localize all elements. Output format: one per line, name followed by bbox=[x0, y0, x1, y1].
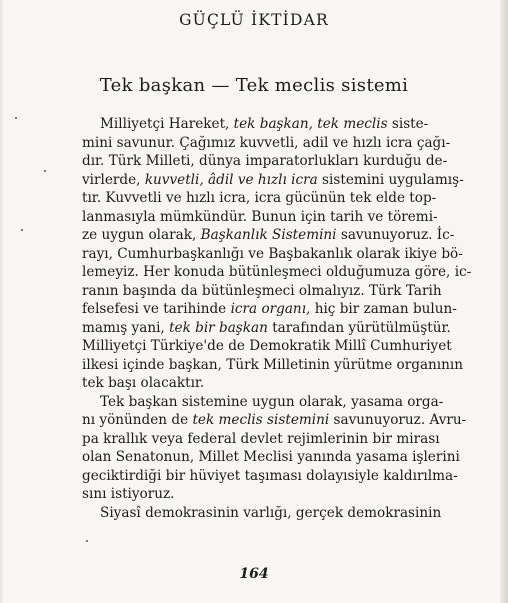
text-line: tek başı olacaktır. bbox=[82, 375, 205, 391]
text-line bbox=[82, 319, 494, 338]
page-number: 164 bbox=[239, 566, 269, 582]
page-right-edge bbox=[500, 0, 508, 603]
text-line bbox=[82, 226, 494, 245]
italic-phrase: tek başkan, tek meclis bbox=[233, 116, 388, 132]
text-line bbox=[82, 300, 494, 319]
text-line: Tek başkan sistemine uygun olarak, yasama orga- bbox=[100, 393, 444, 410]
text-run: virlerde, bbox=[82, 171, 145, 188]
text-line: sını istiyoruz. bbox=[82, 486, 175, 502]
text-line: lemeyiz. Her konuda bütünleşmeci olduğumuza göre, ic- bbox=[82, 264, 472, 280]
body-text bbox=[82, 115, 494, 522]
text-run: ze uygun olarak, bbox=[82, 227, 201, 243]
text-run: siste- bbox=[387, 116, 429, 132]
text-run: tarafından yürütülmüştür. bbox=[267, 319, 451, 336]
text-line: pa krallık veya federal devlet rejimlerinin bir mirası bbox=[82, 430, 440, 447]
italic-phrase: tek bir başkan bbox=[169, 319, 268, 336]
text-line: tır. Kuvvetli ve hızlı icra, icra gücünün tek elde top- bbox=[82, 190, 437, 206]
text-run: felsefesi ve tarihinde bbox=[82, 301, 231, 317]
text-line bbox=[82, 411, 494, 430]
text-line: geciktirdiği bir hüviyet taşıması dolayısiyle kaldırılma- bbox=[82, 467, 458, 484]
text-line: mini savunur. Çağımız kuvvetli, adil ve hızlı icra çağı- bbox=[82, 134, 451, 151]
text-line: olan Senatonun, Millet Meclisi yanında yasama işlerini bbox=[82, 449, 460, 465]
scan-speck bbox=[86, 540, 88, 542]
scan-speck bbox=[21, 229, 23, 231]
italic-phrase: kuvvetli, âdil ve hızlı icra bbox=[144, 171, 318, 188]
text-line: Siyasî demokrasinin varlığı, gerçek demokrasinin bbox=[100, 504, 442, 521]
text-run: hiç bir zaman bulun- bbox=[310, 301, 457, 317]
text-run: sistemini uygulamış- bbox=[317, 171, 464, 188]
text-line: rayı, Cumhurbaşkanlığı ve Başbakanlık olarak ikiye bö- bbox=[82, 245, 463, 262]
text-line: ranın başında da bütünleşmeci olmalıyız. Türk Tarih bbox=[82, 282, 442, 299]
section-heading: Tek başkan — Tek meclis sistemi bbox=[99, 75, 409, 96]
text-run: savunuyoruz. Avru- bbox=[329, 412, 467, 428]
text-line: ilkesi içinde başkan, Türk Milletinin yürütme organının bbox=[82, 356, 464, 373]
text-run: Milliyetçi Hareket, bbox=[100, 116, 234, 132]
scan-speck bbox=[44, 170, 46, 172]
scan-speck bbox=[15, 117, 17, 119]
text-line: Milliyetçi Türkiye'de de Demokratik Millî Cumhuriyet bbox=[82, 338, 452, 354]
text-run: mamış yani, bbox=[82, 319, 170, 336]
italic-phrase: icra organı, bbox=[230, 301, 311, 317]
text-line bbox=[82, 115, 494, 134]
running-head: GÜÇLÜ İKTİDAR bbox=[179, 11, 329, 29]
text-line: dır. Türk Milleti, dünya imparatorlukları kurduğu de- bbox=[82, 153, 448, 169]
text-line bbox=[82, 171, 494, 190]
italic-phrase: tek meclis sistemini bbox=[192, 412, 330, 428]
italic-phrase: Başkanlık Sistemini bbox=[200, 227, 337, 243]
text-line: lanmasıyla mümkündür. Bunun için tarih ve töremi- bbox=[82, 208, 438, 225]
text-run: savunuyoruz. İc- bbox=[336, 227, 455, 243]
text-run: nı yönünden de bbox=[82, 412, 193, 428]
